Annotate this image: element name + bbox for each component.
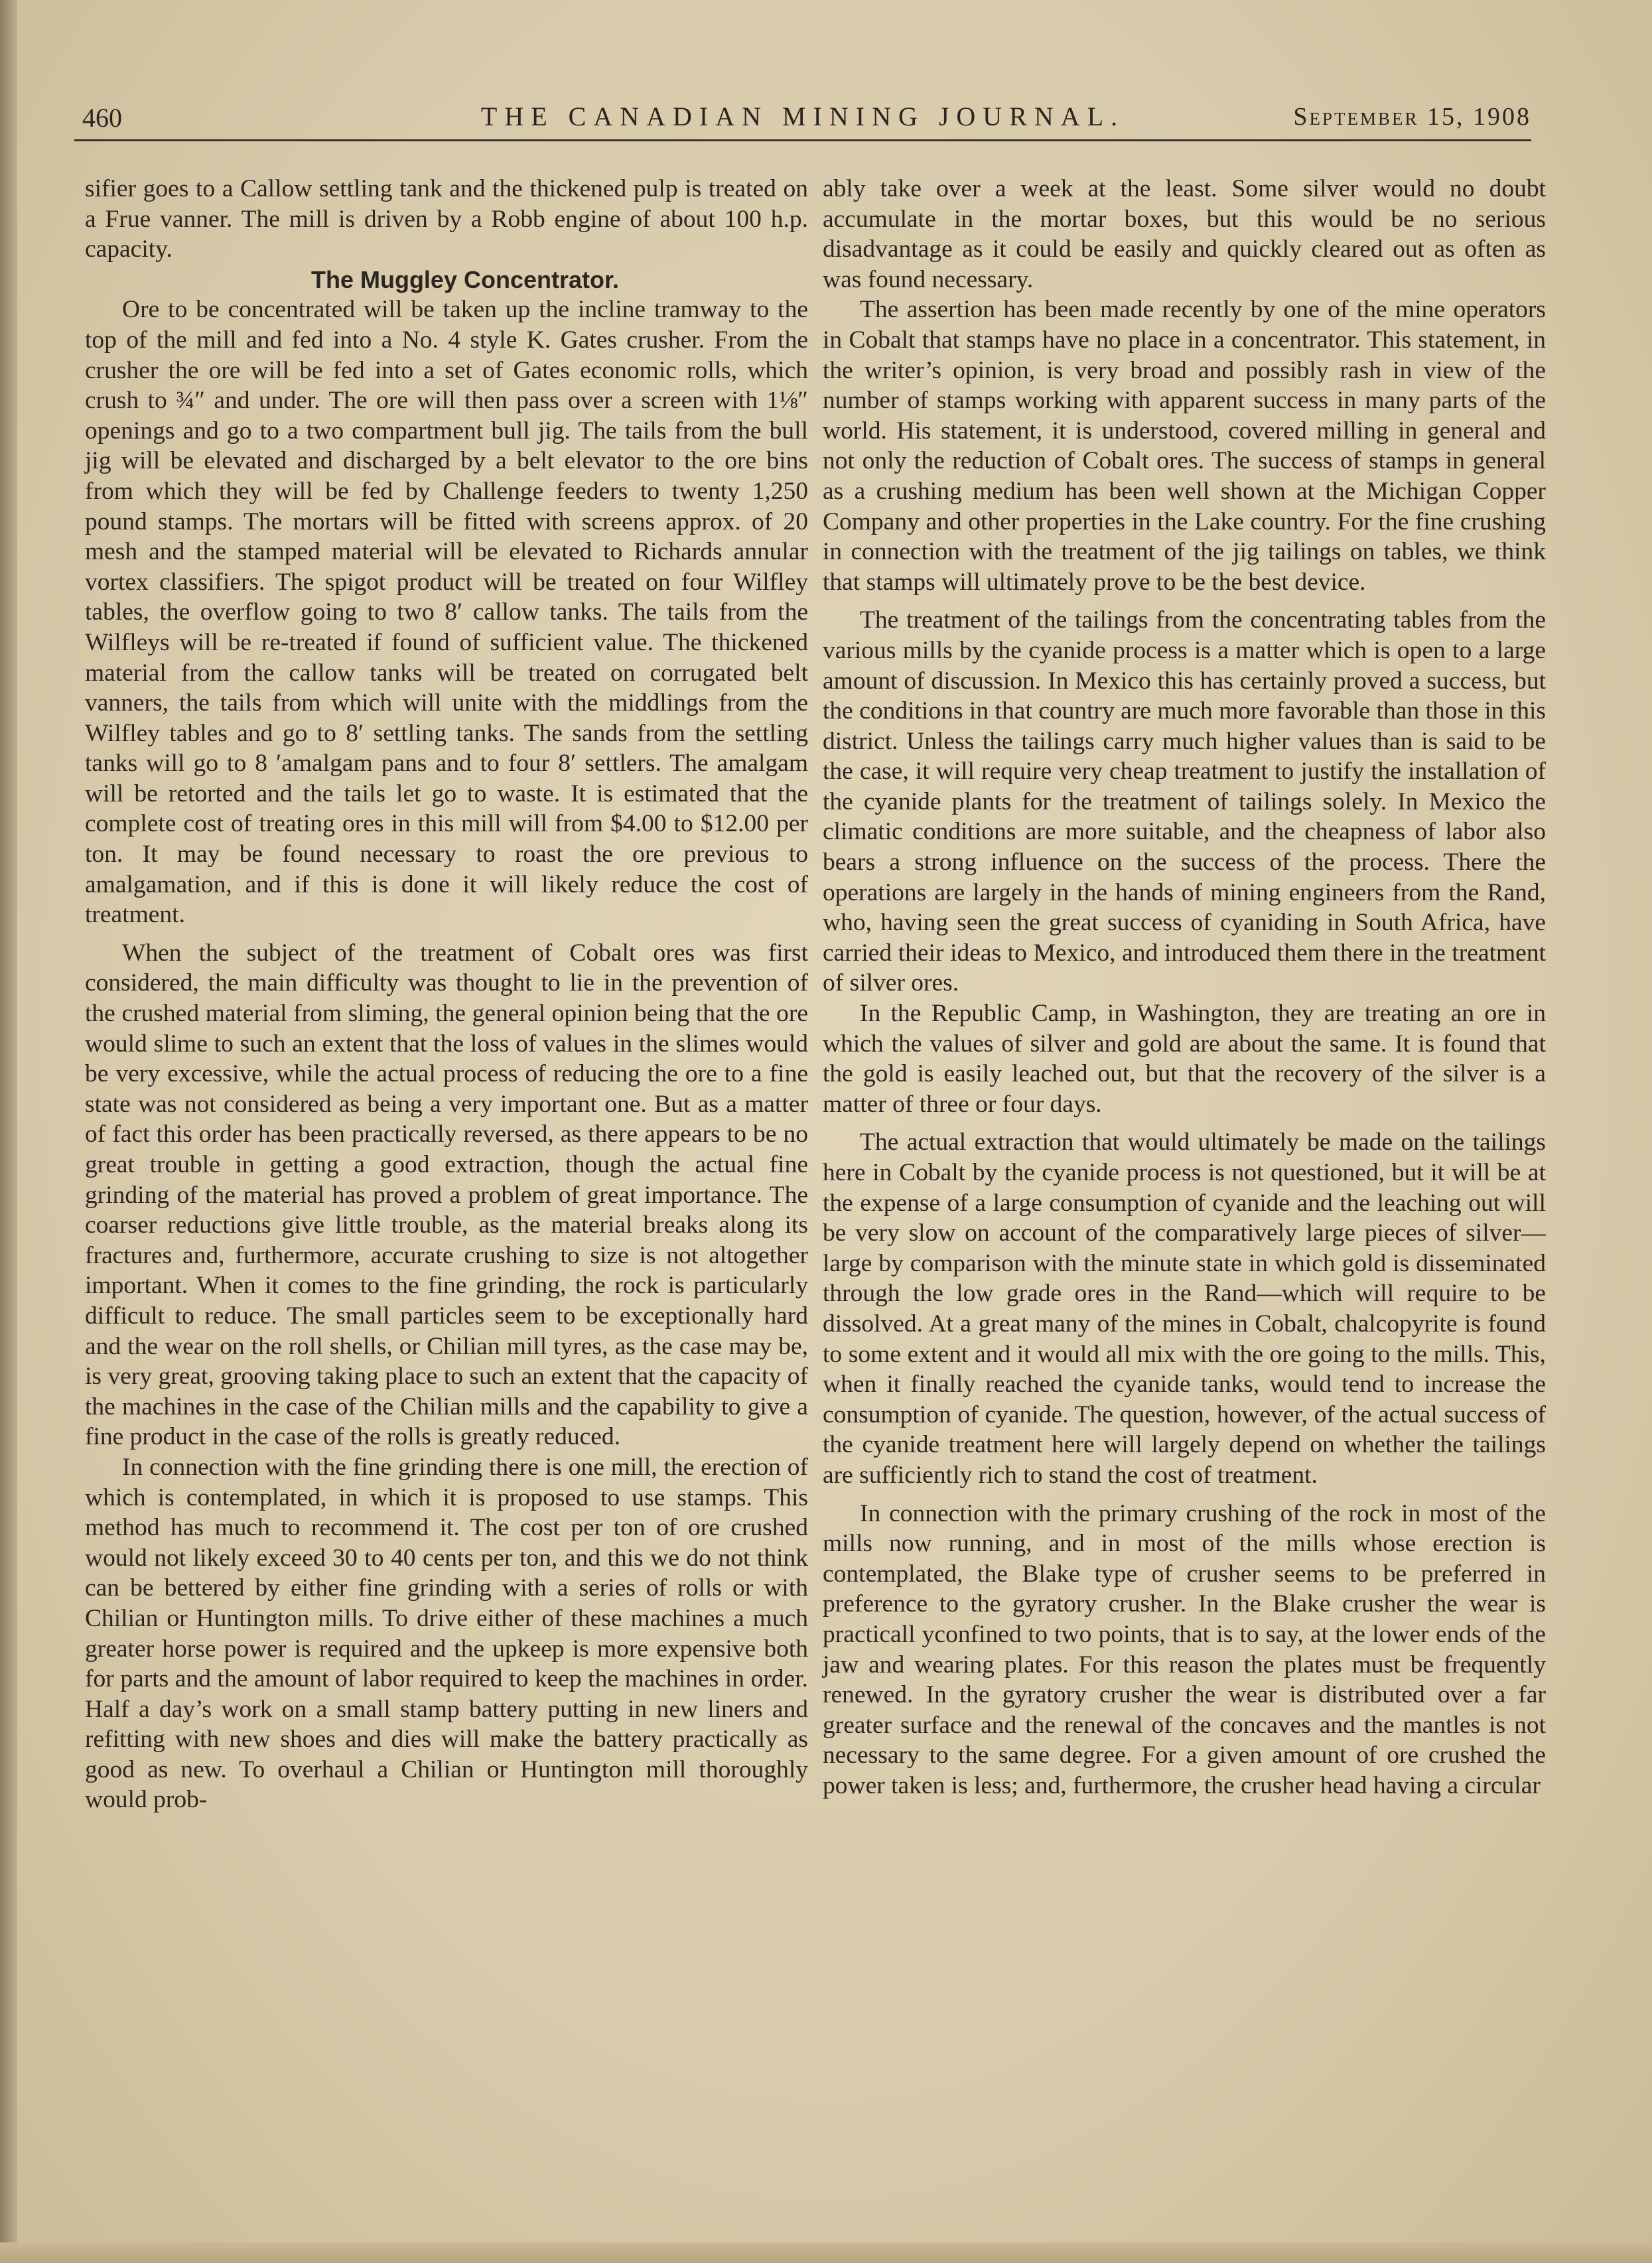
paragraph: sifier goes to a Callow settling tank and the thickened pulp is treated on a Frue vanner. The mill is driven by a Robb engine of about 100 h.p. capacity. — [85, 175, 808, 263]
paragraph: The assertion has been made recently by one of the mine operators in Cobalt that stamps have no place in a concentrator. This statement, in the writer’s opinion, is very broad and possibly rash in view of the number of stamps working with apparent success in many parts of the world. His statement, it is understood, covered milling in general and not only the reduction of Cobalt ores. The success of stamps in general as a crushing medium has been well shown at the Michigan Copper Company and other properties in the Lake country. For the fine crushing in connection with the treatment of the jig tailings on tables, we think that stamps will ultimately prove to be the best device. — [823, 296, 1546, 596]
page-bottom-edge — [0, 2242, 1652, 2263]
paragraph: In the Republic Camp, in Washington, they are treating an ore in which the values of silver and gold are about the same. It is found that the gold is easily leached out, but that the recovery of the silver is a matter of three or four days. — [823, 1000, 1546, 1118]
header-rule — [74, 139, 1531, 141]
paragraph: The treatment of the tailings from the concentrating tables from the various mills by the cyanide process is a matter which is open to a large amount of discussion. In Mexico this has certainly proved a success, but the conditions in that country are much more favorable than those in this district. Unless the tailings carry much higher values than is said to be the case, it will require very cheap treatment to justify the installation of the cyanide plants for the treatment of tailings solely. In Mexico the climatic conditions are more suitable, and the cheapness of labor also bears a strong influence on the success of the process. There the operations are largely in the hands of mining engineers from the Rand, who, having seen the great success of cyaniding in South Africa, have carried their ideas to Mexico, and introduced them there in the treatment of silver ores. — [823, 606, 1546, 997]
right-column — [823, 174, 1546, 1801]
issue-date: September 15, 1908 — [1293, 103, 1531, 131]
left-column — [85, 174, 808, 1815]
binding-shadow — [0, 0, 17, 2263]
paragraph: The actual extraction that would ultimately be made on the tailings here in Cobalt by the cyanide process is not questioned, but it will be at the expense of a large consumption of cyanide and the leaching out will be very slow on account of the comparatively large pieces of silver—large by comparison with the minute state in which gold is disseminated through the low grade ores in the Rand—which will require to be dissolved. At a great many of the mines in Cobalt, chalcopyrite is found to some extent and it would all mix with the ore going to the mills. This, when it finally reached the cyanide tanks, would tend to increase the consumption of cyanide. The question, however, of the actual success of the cyanide treatment here will largely depend on whether the tailings are sufficiently rich to stand the cost of treatment. — [823, 1129, 1546, 1489]
journal-title: THE CANADIAN MINING JOURNAL. — [480, 102, 1125, 131]
running-header — [74, 98, 1531, 138]
paragraph: In connection with the primary crushing of the rock in most of the mills now running, and in most of the mills whose erection is contemplated, the Blake type of crusher seems to be preferred in preference to the gyratory crusher. In the Blake crusher the wear is practicall yconfined to two points, that is to say, at the lower ends of the jaw and wearing plates. For this reason the plates must be frequently renewed. In the gyratory crusher the wear is distributed over a far greater surface and the renewal of the concaves and the mantles is not necessary to the same degree. For a given amount of ore crushed the power taken is less; and, furthermore, the crusher head having a circular — [823, 1499, 1546, 1799]
paragraph: In connection with the fine grinding there is one mill, the erection of which is contemplated, in which it is proposed to use stamps. This method has much to recommend it. The cost per ton of ore crushed would not likely exceed 30 to 40 cents per ton, and this we do not think can be bettered by either fine grinding with a series of rolls or with Chilian or Huntington mills. To drive either of these machines a much greater horse power is required and the upkeep is more expensive both for parts and the amount of labor required to keep the machines in order. Half a day’s work on a small stamp battery putting in new liners and refitting with new shoes and dies will make the battery practically as good as new. To overhaul a Chilian or Huntington mill thoroughly would prob- — [85, 1453, 808, 1814]
section-heading: The Muggley Concentrator. — [310, 265, 620, 293]
paragraph: ably take over a week at the least. Some silver would no doubt accumulate in the mortar boxes, but this would be no serious disadvantage as it could be easily and quickly cleared out as often as was found necessary. — [823, 175, 1546, 293]
paragraph: When the subject of the treatment of Cobalt ores was first considered, the main difficulty was thought to lie in the prevention of the crushed material from sliming, the general opinion being that the ore would slime to such an extent that the loss of values in the slimes would be very excessive, while the actual process of reducing the ore to a fine state was not considered as being a very important one. But as a matter of fact this order has been practically reversed, as there appears to be no great trouble in getting a good extraction, though the actual fine grinding of the material has proved a problem of great importance. The coarser reductions give little trouble, as the material breaks along its fractures and, furthermore, accurate crushing to size is not altogether important. When it comes to the fine grinding, the rock is particularly difficult to reduce. The small particles seem to be exceptionally hard and the wear on the roll shells, or Chilian mill tyres, as the case may be, is very great, grooving taking place to such an extent that the capacity of the machines in the case of the Chilian mills and the capability to give a fine product in the case of the rolls is greatly reduced. — [85, 939, 808, 1451]
paragraph: Ore to be concentrated will be taken up the incline tramway to the top of the mill and fed into a No. 4 style K. Gates crusher. From the crusher the ore will be fed into a set of Gates economic rolls, which crush to ¾″ and under. The ore will then pass over a screen with 1⅛″ openings and go to a two compartment bull jig. The tails from the bull jig will be elevated and discharged by a belt elevator to the ore bins from which they will be fed by Challenge feeders to twenty 1,250 pound stamps. The mortars will be fitted with screens approx. of 20 mesh and the stamped material will be elevated to Richards annular vortex classifiers. The spigot product will be treated on four Wilfley tables, the overflow going to two 8′ callow tanks. The tails from the Wilfleys will be re-treated if found of sufficient value. The thickened material from the callow tanks will be treated on corrugated belt vanners, the tails from which will unite with the middlings from the Wilfley tables and go to 8′ settling tanks. The sands from the settling tanks will go to 8 ′amalgam pans and to four 8′ settlers. The amalgam will be retorted and the tails let go to waste. It is estimated that the complete cost of treating ores in this mill will from $4.00 to $12.00 per ton. It may be found necessary to roast the ore previous to amalgamation, and if this is done it will likely reduce the cost of treatment. — [85, 296, 808, 929]
page-number: 460 — [82, 103, 122, 133]
